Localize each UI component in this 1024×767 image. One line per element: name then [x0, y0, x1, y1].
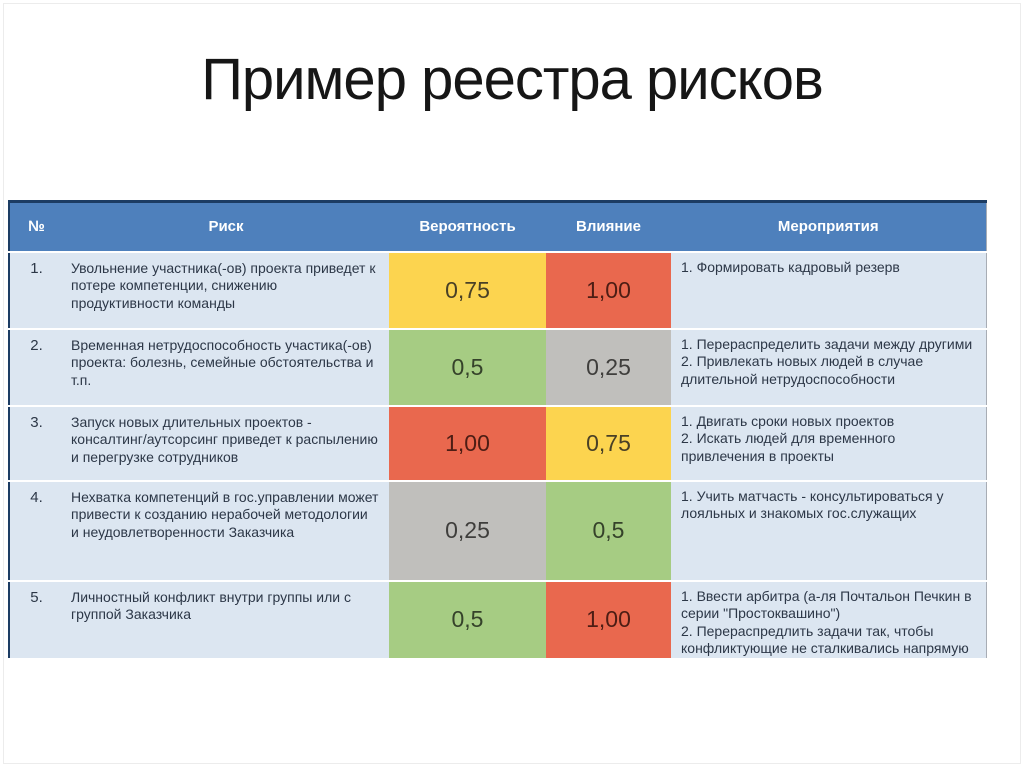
- column-header-measures: Мероприятия: [671, 202, 986, 252]
- risk-table-body: [9, 252, 986, 659]
- probability-cell: 0,25: [389, 481, 546, 581]
- risk-table: [8, 200, 987, 660]
- measures-cell: 1. Учить матчасть - консультироваться у лояльных и знакомых гос.служащих: [671, 481, 986, 581]
- risk-description: Временная нетрудоспособность участика(-ов) проекта: болезнь, семейные обстоятельства и т.п.: [63, 329, 389, 406]
- measures-cell: 1. Ввести арбитра (а-ля Почтальон Печкин в серии "Простоквашино") 2. Перераспредлить задачи так, чтобы конфликтующие не сталкивались напрямую: [671, 581, 986, 659]
- column-header-probability: Вероятность: [389, 202, 546, 252]
- table-row: [9, 252, 986, 329]
- measures-cell: 1. Перераспределить задачи между другими 2. Привлекать новых людей в случае длительной нетрудоспособности: [671, 329, 986, 406]
- probability-cell: 1,00: [389, 406, 546, 481]
- risk-register-table: [8, 200, 986, 660]
- impact-cell: 0,5: [546, 481, 671, 581]
- risk-description: Нехватка компетенций в гос.управлении может привести к созданию нерабочей методологии и неудовлетворенности Заказчика: [63, 481, 389, 581]
- table-row: [9, 406, 986, 481]
- probability-cell: 0,75: [389, 252, 546, 329]
- row-number: 3.: [9, 406, 63, 481]
- table-row: [9, 329, 986, 406]
- table-row: [9, 581, 986, 659]
- probability-cell: 0,5: [389, 329, 546, 406]
- probability-cell: 0,5: [389, 581, 546, 659]
- risk-description: Увольнение участника(-ов) проекта приведет к потере компетенции, снижению продуктивности команды: [63, 252, 389, 329]
- impact-cell: 0,25: [546, 329, 671, 406]
- measures-cell: 1. Двигать сроки новых проектов 2. Искать людей для временного привлечения в проекты: [671, 406, 986, 481]
- row-number: 4.: [9, 481, 63, 581]
- table-header-row: [9, 202, 986, 252]
- impact-cell: 1,00: [546, 252, 671, 329]
- table-row: [9, 481, 986, 581]
- row-number: 5.: [9, 581, 63, 659]
- page-title: Пример реестра рисков: [201, 47, 823, 112]
- column-header-num: №: [9, 202, 63, 252]
- column-header-risk: Риск: [63, 202, 389, 252]
- row-number: 2.: [9, 329, 63, 406]
- impact-cell: 1,00: [546, 581, 671, 659]
- measures-cell: 1. Формировать кадровый резерв: [671, 252, 986, 329]
- risk-description: Личностный конфликт внутри группы или с группой Заказчика: [63, 581, 389, 659]
- risk-description: Запуск новых длительных проектов - консалтинг/аутсорсинг приведет к распылению и перегрузке сотрудников: [63, 406, 389, 481]
- column-header-impact: Влияние: [546, 202, 671, 252]
- row-number: 1.: [9, 252, 63, 329]
- impact-cell: 0,75: [546, 406, 671, 481]
